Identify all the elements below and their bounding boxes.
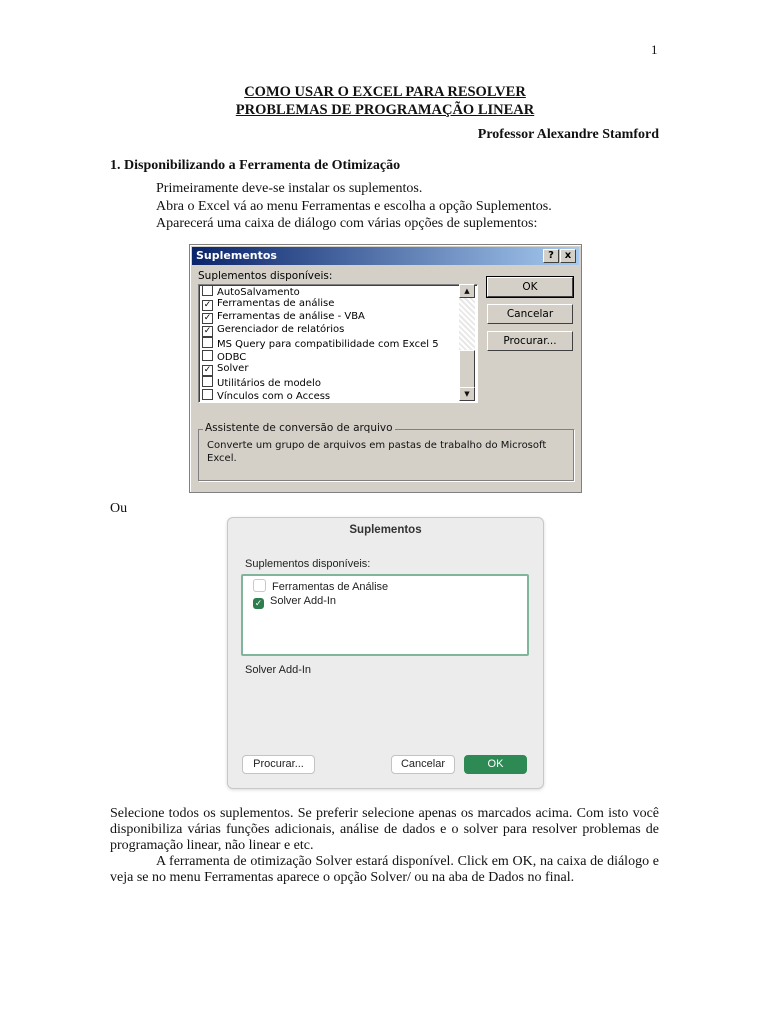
cancel-button[interactable]: Cancelar [391, 755, 455, 774]
scroll-up-icon[interactable]: ▲ [459, 284, 475, 298]
list-item-label: Solver Add-In [270, 595, 337, 607]
checkbox[interactable]: ✓ [254, 598, 263, 608]
checkbox[interactable]: ✓ [203, 300, 212, 310]
browse-button[interactable]: Procurar... [242, 755, 315, 774]
checkbox[interactable] [202, 376, 213, 387]
list-item[interactable] [202, 285, 300, 298]
help-icon[interactable]: ? [543, 249, 559, 263]
list-item[interactable] [202, 311, 365, 324]
group-label: Assistente de conversão de arquivo [205, 422, 393, 434]
document-title-line-1: COMO USAR O EXCEL PARA RESOLVER [244, 84, 526, 100]
author-name: Professor Alexandre Stamford [477, 127, 659, 142]
intro-line-3: Aparecerá uma caixa de diálogo com várias opções de suplementos: [156, 216, 538, 231]
checkbox[interactable] [202, 337, 213, 348]
checkbox[interactable]: ✓ [203, 313, 212, 323]
page-number: 1 [651, 42, 658, 57]
list-item[interactable] [253, 579, 388, 593]
list-item-label: Utilitários de modelo [217, 378, 321, 389]
section-heading: 1. Disponibilizando a Ferramenta de Otimização [110, 158, 401, 173]
addin-description: Solver Add-In [245, 664, 312, 676]
list-item[interactable] [253, 595, 336, 609]
addins-list-label: Suplementos disponíveis: [245, 558, 371, 570]
list-scrollbar[interactable] [459, 284, 475, 401]
checkbox[interactable] [202, 285, 213, 296]
addins-list[interactable] [241, 574, 529, 656]
checkbox[interactable] [202, 350, 213, 361]
document-title-line-2: PROBLEMAS DE PROGRAMAÇÃO LINEAR [235, 102, 535, 118]
list-item[interactable] [202, 363, 248, 376]
close-icon[interactable]: x [560, 249, 576, 263]
list-item[interactable] [202, 298, 334, 311]
list-item-label: AutoSalvamento [217, 287, 300, 298]
list-item-label: Gerenciador de relatórios [217, 324, 345, 335]
or-text: Ou [110, 501, 128, 516]
browse-button[interactable]: Procurar... [487, 331, 573, 351]
cancel-button[interactable]: Cancelar [487, 304, 573, 324]
list-item[interactable] [202, 389, 330, 402]
windows-addins-dialog [189, 244, 582, 493]
ok-button[interactable]: OK [464, 755, 527, 774]
checkbox[interactable] [253, 579, 266, 592]
checkbox[interactable] [202, 389, 213, 400]
group-description: Converte um grupo de arquivos em pastas de trabalho do Microsoft Excel. [207, 440, 547, 464]
list-item-label: ODBC [217, 352, 247, 363]
scrollbar-thumb[interactable] [459, 350, 475, 388]
list-item-label: MS Query para compatibilidade com Excel 5 [217, 339, 439, 350]
intro-line-1: Primeiramente deve-se instalar os suplementos. [156, 181, 423, 196]
checkbox[interactable]: ✓ [203, 326, 212, 336]
mac-addins-dialog [227, 517, 544, 789]
paragraph-2: A ferramenta de otimização Solver estará disponível. Click em OK, na caixa de diálogo e veja se no menu Ferramentas aparece o opção Solver/ ou na aba de Dados no final. [110, 854, 659, 885]
addins-list[interactable] [198, 284, 478, 403]
dialog-titlebar [192, 247, 579, 265]
list-item-label: Ferramentas de análise - VBA [217, 311, 365, 322]
list-item[interactable] [202, 337, 439, 350]
scroll-down-icon[interactable]: ▼ [459, 387, 475, 401]
description-group [198, 422, 574, 481]
list-item[interactable] [202, 324, 344, 337]
dialog-title: Suplementos [196, 249, 277, 262]
dialog-title: Suplementos [349, 524, 422, 536]
list-item[interactable] [202, 376, 321, 389]
addins-list-label: Suplementos disponíveis: [198, 270, 333, 282]
list-item-label: Solver [217, 363, 249, 374]
checkbox[interactable]: ✓ [203, 365, 212, 375]
intro-line-2: Abra o Excel vá ao menu Ferramentas e escolha a opção Suplementos. [156, 199, 552, 214]
list-item-label: Vínculos com o Access [217, 391, 331, 402]
ok-button[interactable]: OK [487, 277, 573, 297]
list-item[interactable] [202, 350, 246, 363]
list-item-label: Ferramentas de Análise [272, 581, 389, 593]
list-item-label: Ferramentas de análise [217, 298, 335, 309]
paragraph-1: Selecione todos os suplementos. Se preferir selecione apenas os marcados acima. Com isto você disponibiliza várias funções adicionais, análise de dados e o solver para resolver problemas de programação linear, não linear e etc. [110, 806, 659, 853]
